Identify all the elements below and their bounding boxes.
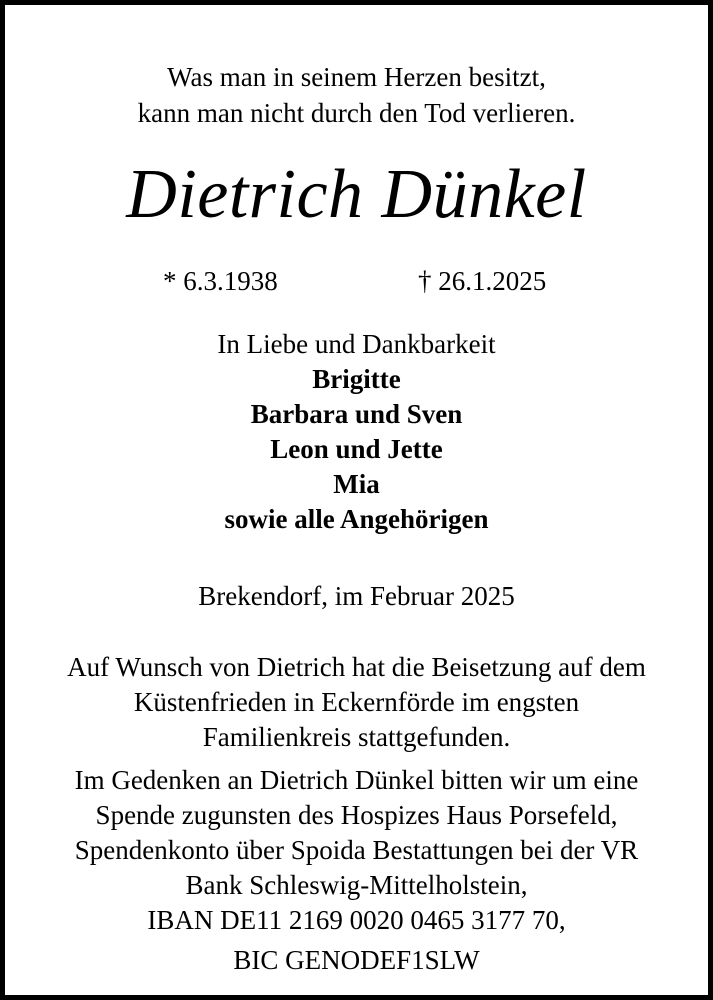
mourners-intro: In Liebe und Dankbarkeit (217, 329, 496, 359)
donation-note-line: Bank Schleswig-Mittelholstein, (185, 870, 528, 900)
donation-note-line: Spende zugunsten des Hospizes Haus Porsefeld, (95, 800, 618, 830)
mourner-name: Brigitte (312, 364, 401, 394)
bic-line: BIC GENODEF1SLW (233, 945, 480, 975)
donation-note-line: Spendenkonto über Spoida Bestattungen bei der VR (74, 835, 639, 865)
burial-note-line: Auf Wunsch von Dietrich hat die Beisetzung auf dem (67, 652, 646, 682)
iban-line: IBAN DE11 2169 0020 0465 3177 70, (147, 905, 566, 935)
mourner-name: sowie alle Angehörigen (224, 504, 489, 534)
deceased-name: Dietrich Dünkel (126, 156, 587, 233)
quote-line-2: kann man nicht durch den Tod verlieren. (137, 98, 576, 128)
mourner-name: Leon und Jette (270, 434, 443, 464)
death-date: † 26.1.2025 (418, 266, 547, 296)
burial-note-line: Küstenfrieden in Eckernförde im engsten (133, 687, 580, 717)
birth-date: * 6.3.1938 (163, 266, 278, 296)
donation-note-line: Im Gedenken an Dietrich Dünkel bitten wir um eine (74, 765, 639, 795)
burial-note-line: Familienkreis stattgefunden. (202, 722, 511, 752)
quote-line-1: Was man in seinem Herzen besitzt, (167, 62, 546, 92)
mourner-name: Mia (333, 469, 380, 499)
place-date: Brekendorf, im Februar 2025 (198, 581, 515, 611)
mourner-name: Barbara und Sven (250, 399, 463, 429)
